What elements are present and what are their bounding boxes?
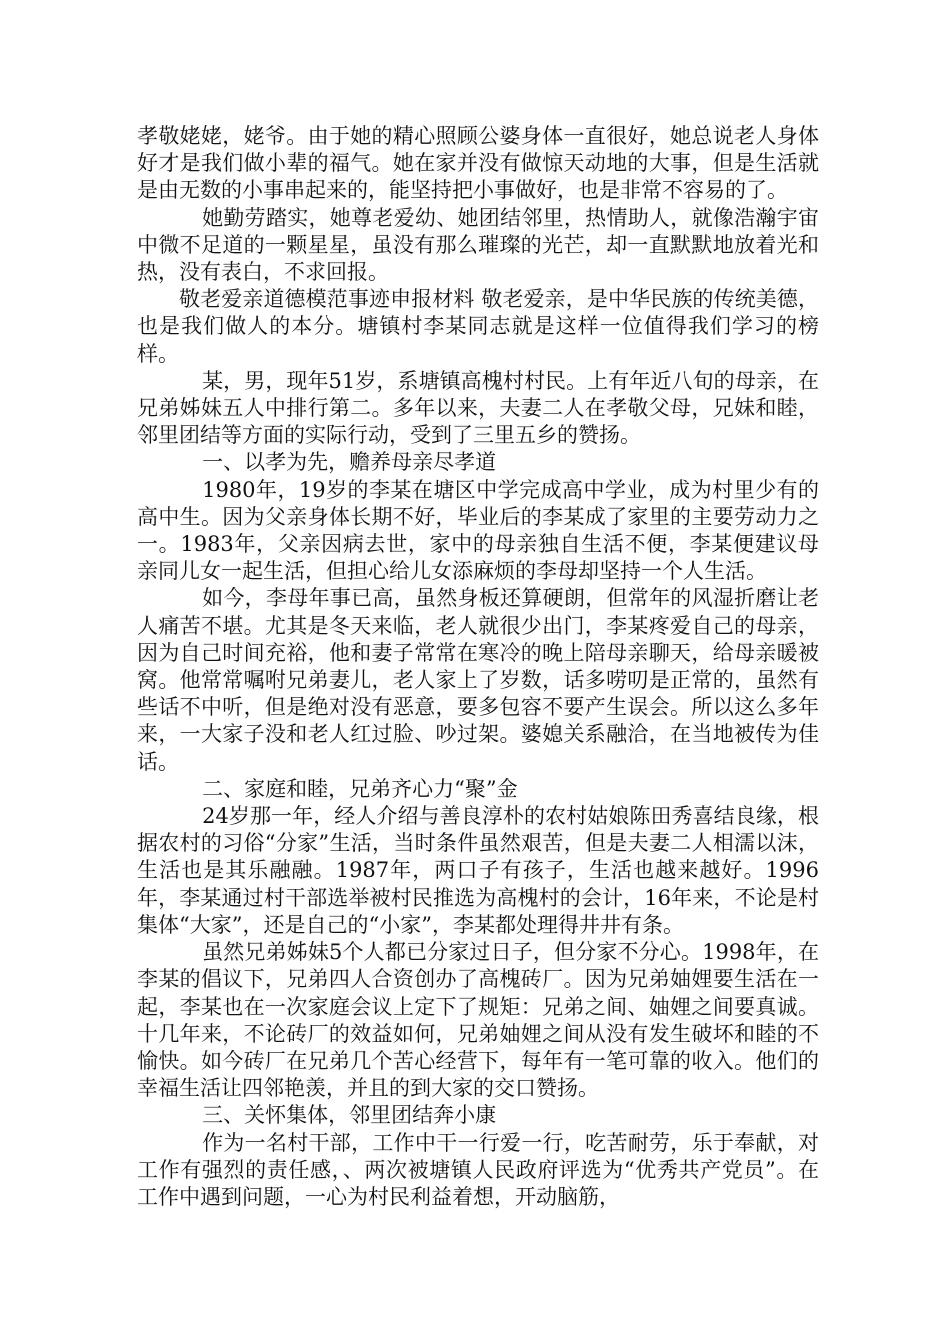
paragraph-9: 作为一名村干部，工作中干一行爱一行，吃苦耐劳，乐于奉献，对工作有强烈的责任感，、两次被塘镇人民政府评选为“优秀共产党员”。在工作中遇到问题，一心为村民利益着想，开动脑筋，: [137, 1130, 819, 1209]
section-heading-2: 二、家庭和睦，兄弟齐心力“聚”金: [202, 776, 518, 801]
section-heading-3: 三、关怀集体，邻里团结奔小康: [202, 1103, 497, 1128]
paragraph-5: 1980年，19岁的李某在塘区中学完成高中学业，成为村里少有的高中生。因为父亲身体长期不好，毕业后的李某成了家里的主要劳动力之一。1983年，父亲因病去世，家中的母亲独自生活不便，李某便建议母亲同儿女一起生活，但担心给儿女添麻烦的李母却坚持一个人生活。: [137, 477, 819, 584]
paragraph-2: 她勤劳踏实，她尊老爱幼、她团结邻里，热情助人，就像浩瀚宇宙中微不足道的一颗星星，虽没有那么璀璨的光芒，却一直默默地放着光和热，没有表白，不求回报。: [137, 205, 819, 285]
paragraph-1: 孝敬姥姥，姥爷。由于她的精心照顾公婆身体一直很好，她总说老人身体好才是我们做小辈的福气。她在家并没有做惊天动地的大事，但是生活就是由无数的小事串起来的，能坚持把小事做好，也是非常不容易的了。: [137, 124, 819, 203]
paragraph-3: 敬老爱亲道德模范事迹申报材料 敬老爱亲，是中华民族的传统美德，也是我们做人的本分。塘镇村李某同志就是这样一位值得我们学习的榜样。: [137, 287, 819, 366]
paragraph-7: 24岁那一年，经人介绍与善良淳朴的农村姑娘陈田秀喜结良缘，根据农村的习俗“分家”生活，当时条件虽然艰苦，但是夫妻二人相濡以沫，生活也是其乐融融。1987年，两口子有孩子，生活也越来越好。1996年，李某通过村干部选举被村民推选为高槐村的会计，16年来，不论是村集体“大家”，还是自己的“小家”，李某都处理得井井有条。: [137, 804, 819, 937]
paragraph-4: 某，男，现年51岁，系塘镇高槐村村民。上有年近八旬的母亲，在兄弟姊妹五人中排行第二。多年以来，夫妻二人在孝敬父母，兄妹和睦，邻里团结等方面的实际行动，受到了三里五乡的赞扬。: [137, 368, 819, 448]
paragraph-8: 虽然兄弟姊妹5个人都已分家过日子，但分家不分心。1998年，在李某的倡议下，兄弟四人合资创办了高槐砖厂。因为兄弟妯娌要生活在一起，李某也在一次家庭会议上定下了规矩：兄弟之间、妯娌之间要真诚。十几年来，不论砖厂的效益如何，兄弟妯娌之间从没有发生破坏和睦的不愉快。如今砖厂在兄弟几个苦心经营下，每年有一笔可靠的收入。他们的幸福生活让四邻艳羡，并且的到大家的交口赞扬。: [137, 940, 819, 1101]
paragraph-6: 如今，李母年事已高，虽然身板还算硬朗，但常年的风湿折磨让老人痛苦不堪。尤其是冬天来临，老人就很少出门，李某疼爱自己的母亲，因为自己时间充裕，他和妻子常常在寒冷的晚上陪母亲聊天，给母亲暖被窝。他常常嘱咐兄弟妻儿，老人家上了岁数，话多唠叨是正常的，虽然有些话不中听，但是绝对没有恶意，要多包容不要产生误会。所以这么多年来，一大家子没和老人红过脸、吵过架。婆媳关系融洽，在当地被传为佳话。: [137, 586, 819, 774]
section-heading-1: 一、以孝为先，赡养母亲尽孝道: [202, 450, 497, 475]
document-body: [137, 123, 819, 1211]
